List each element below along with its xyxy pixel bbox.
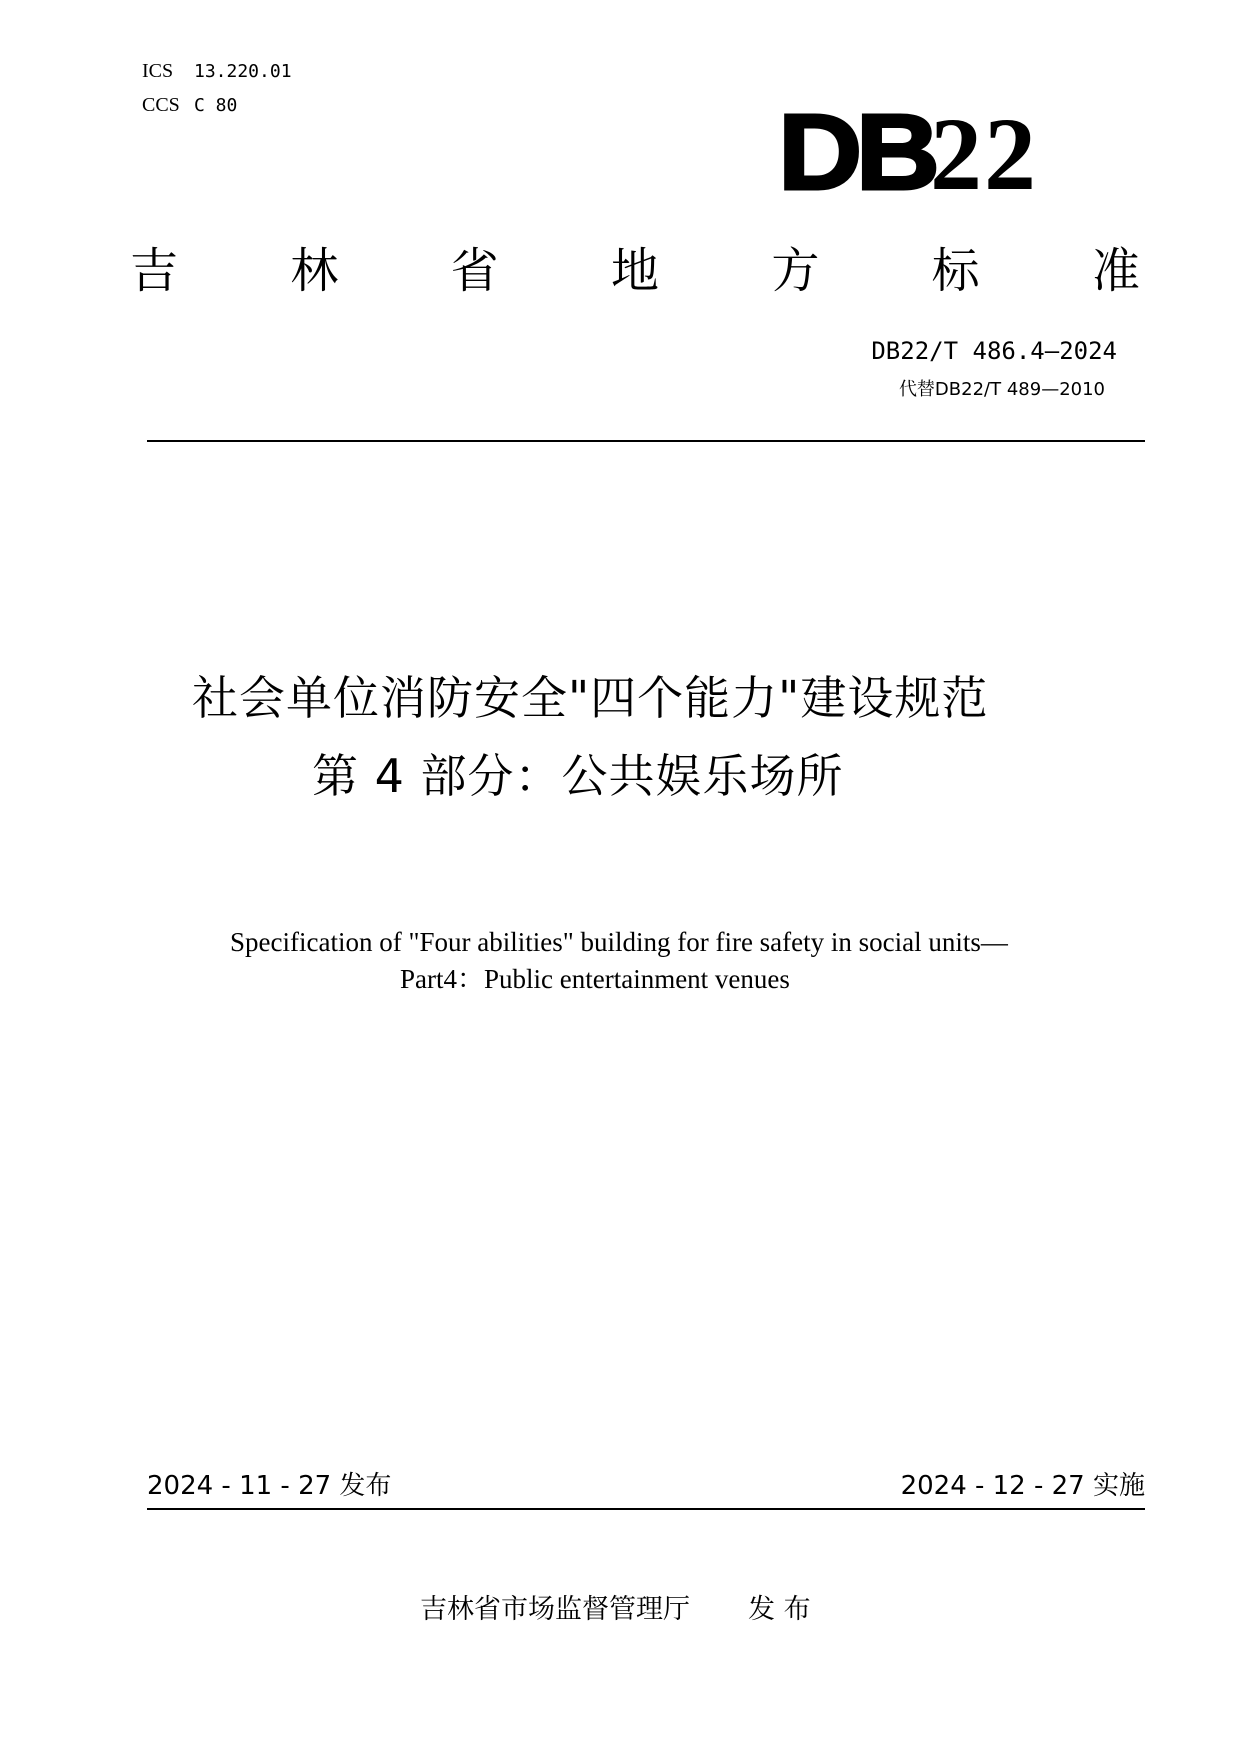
footer-divider [147, 1508, 1145, 1510]
db22-logo [778, 91, 1058, 212]
standard-number: DB22/T 486.4—2024 [871, 337, 1117, 365]
title-en-line1: Specification of "Four abilities" building for fire safety in social units— [230, 927, 1008, 957]
replaces-standard: 代替DB22/T 489—2010 [898, 379, 1105, 400]
standard-type-char: 准 [1091, 243, 1140, 299]
standard-type-char: 标 [931, 243, 980, 299]
standard-type-char: 林 [290, 243, 339, 299]
logo-number: 22 [930, 97, 1038, 212]
ccs-label: CCS [142, 94, 180, 116]
ics-value: 13.220.01 [194, 61, 292, 82]
issue-date: 2024 - 11 - 27 发布 [147, 1471, 392, 1501]
implementation-date: 2024 - 12 - 27 实施 [900, 1471, 1145, 1501]
publisher-line [420, 1592, 811, 1628]
ccs-classification [142, 94, 237, 117]
publisher-name: 吉林省市场监督管理厅 [420, 1594, 690, 1625]
logo-prefix: DB [778, 91, 934, 212]
standard-type-char: 吉 [130, 243, 179, 299]
ccs-value: C 80 [194, 95, 238, 116]
standard-type-heading [130, 236, 1140, 306]
standard-type-char: 省 [450, 243, 499, 299]
ics-classification [142, 60, 292, 83]
publish-action: 发 布 [748, 1594, 811, 1625]
standard-type-char: 方 [771, 243, 820, 299]
title-en-line2: Part4：Public entertainment venues [400, 964, 790, 994]
header-divider [147, 440, 1145, 442]
ics-label: ICS [142, 60, 174, 82]
standard-type-char: 地 [610, 243, 659, 299]
title-cn-line1: 社会单位消防安全"四个能力"建设规范 [192, 671, 989, 725]
title-cn-line2: 第 4 部分：公共娱乐场所 [312, 749, 844, 803]
